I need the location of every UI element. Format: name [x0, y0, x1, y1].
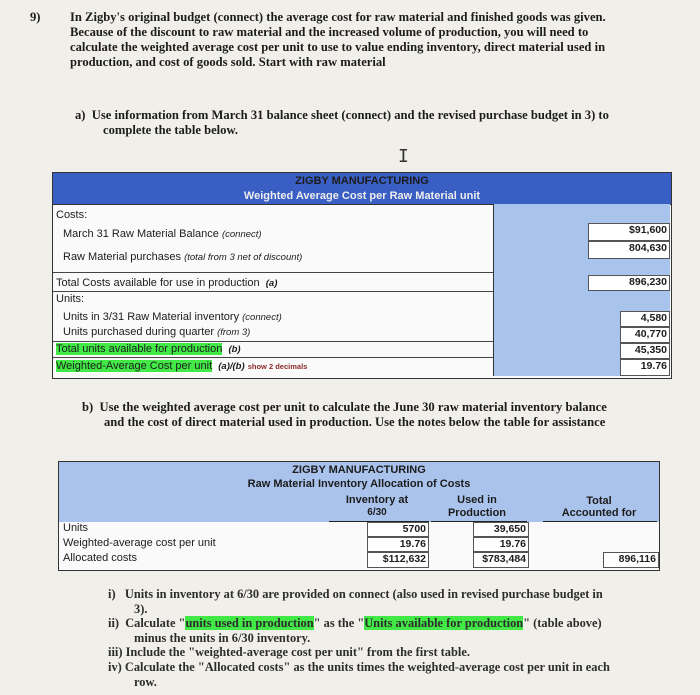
- row-total-units-label: Total units available for production: [56, 343, 223, 355]
- note-text: Units in inventory at 6/30 are provided on connect (also used in revised purchase budget in: [124, 587, 603, 601]
- part-b: [82, 400, 607, 430]
- row-units-inv-label: Units in 3/31 Raw Material inventory: [63, 311, 240, 323]
- part-a-marker: a): [75, 108, 86, 122]
- divider: [53, 291, 493, 292]
- note-iii: [108, 645, 688, 660]
- question-number: 9): [30, 10, 41, 24]
- question-line: production, and cost of goods sold. Start with raw material: [70, 55, 386, 69]
- row-label: [63, 228, 262, 240]
- used-wac-cell[interactable]: 19.76: [473, 537, 529, 552]
- note-text: Calculate the "Allocated costs" as the units times the weighted-average cost per unit in each: [124, 659, 610, 674]
- note-iv-cont: row.: [134, 674, 157, 689]
- row-tag: (a): [265, 278, 278, 289]
- row-label: [56, 360, 307, 372]
- weighted-average-table: [52, 172, 672, 379]
- row-allocated-label: Allocated costs: [63, 552, 137, 564]
- note-i: [108, 587, 688, 602]
- row-note: (total from 3 net of discount): [184, 252, 303, 263]
- note-ii: [108, 616, 688, 631]
- question-line: Because of the discount to raw material and the increased volume of production, you will need to: [70, 25, 589, 39]
- row-label: [63, 326, 250, 338]
- part-a-line: Use information from March 31 balance sheet (connect) and the revised purchase budget in 3) to: [91, 108, 609, 122]
- divider: [53, 357, 493, 358]
- note-i-cont: 3).: [134, 601, 148, 616]
- note-marker: i): [108, 587, 116, 601]
- note-highlight: Units available for production: [364, 616, 524, 631]
- divider: [543, 521, 657, 522]
- note-highlight: units used in production: [185, 616, 314, 631]
- note-ii-cont: minus the units in 6/30 inventory.: [134, 630, 311, 645]
- note-marker: iii): [108, 645, 123, 660]
- value-total-costs[interactable]: 896,230: [588, 275, 670, 291]
- row-tag: (b): [228, 344, 241, 355]
- row-note: (connect): [221, 229, 262, 240]
- table-company: ZIGBY MANUFACTURING: [292, 464, 426, 476]
- row-balance-label: March 31 Raw Material Balance: [63, 228, 219, 240]
- used-units-cell[interactable]: 39,650: [473, 522, 529, 537]
- note-marker: iv): [108, 659, 122, 674]
- note-marker: ii): [108, 616, 120, 631]
- row-wac-label: Weighted-Average Cost per unit: [56, 360, 213, 372]
- col-total: Total: [586, 495, 612, 507]
- col-used-2: Production: [447, 507, 507, 519]
- part-b-marker: b): [82, 400, 94, 414]
- table-subtitle: Weighted Average Cost per Raw Material unit: [243, 190, 481, 202]
- value-wac[interactable]: 19.76: [620, 359, 670, 376]
- used-alloc-cell[interactable]: $783,484: [473, 552, 529, 568]
- value-units-inv[interactable]: 4,580: [620, 311, 670, 327]
- note-text: Calculate ": [125, 616, 186, 631]
- divider: [53, 272, 493, 273]
- allocation-table: [58, 461, 660, 571]
- col-total-2: Accounted for: [561, 507, 637, 519]
- total-alloc-cell[interactable]: 896,116: [603, 552, 659, 568]
- note-text: " as the ": [313, 616, 365, 631]
- col-used: Used in: [457, 494, 497, 506]
- note-iv: [108, 660, 688, 675]
- part-b-line: Use the weighted average cost per unit to calculate the June 30 raw material inventory balance: [99, 400, 607, 414]
- col-inventory-date: 6/30: [367, 507, 387, 518]
- row-units-purch-label: Units purchased during quarter: [63, 326, 215, 338]
- units-label: Units:: [56, 293, 85, 305]
- costs-label: Costs:: [56, 209, 88, 221]
- part-a-line: complete the table below.: [103, 123, 239, 137]
- row-note: (from 3): [217, 327, 251, 338]
- row-note: (connect): [242, 312, 282, 323]
- inv-units-cell[interactable]: 5700: [367, 522, 429, 537]
- text-cursor-icon: I: [398, 146, 409, 167]
- row-units-label: Units: [63, 522, 89, 534]
- row-label: [63, 251, 302, 263]
- question-line: calculate the weighted average cost per unit to use to value ending inventory, direct material used in: [70, 40, 606, 54]
- table-company: ZIGBY MANUFACTURING: [295, 175, 429, 187]
- divider: [53, 341, 493, 342]
- part-a: [75, 108, 609, 138]
- col-inventory: Inventory at: [345, 494, 409, 506]
- table-header: [53, 173, 671, 205]
- value-units-purch[interactable]: 40,770: [620, 327, 670, 343]
- value-purchases[interactable]: 804,630: [588, 241, 670, 259]
- value-total-units[interactable]: 45,350: [620, 343, 670, 359]
- inv-alloc-cell[interactable]: $112,632: [367, 552, 429, 568]
- row-total-costs-label: Total Costs available for use in production: [56, 277, 260, 289]
- notes-list: [108, 587, 688, 689]
- row-label: [63, 311, 282, 323]
- note-text: Include the "weighted-average cost per unit" from the first table.: [125, 645, 470, 660]
- row-note: show 2 decimals: [247, 362, 308, 371]
- row-tag: (a)/(b): [218, 361, 245, 372]
- part-b-line: and the cost of direct material used in production. Use the notes below the table for assistance: [104, 415, 606, 429]
- note-text: " (table above): [523, 616, 602, 631]
- row-label: [56, 277, 277, 289]
- value-balance[interactable]: $91,600: [588, 223, 670, 241]
- inv-wac-cell[interactable]: 19.76: [367, 537, 429, 552]
- table-subtitle: Raw Material Inventory Allocation of Costs: [247, 478, 471, 490]
- row-wac-label: Weighted-average cost per unit: [63, 537, 216, 549]
- row-purchases-label: Raw Material purchases: [63, 251, 181, 263]
- question-9: [30, 10, 680, 70]
- row-label: [56, 343, 241, 355]
- question-line: In Zigby's original budget (connect) the average cost for raw material and finished goods was given.: [70, 10, 606, 24]
